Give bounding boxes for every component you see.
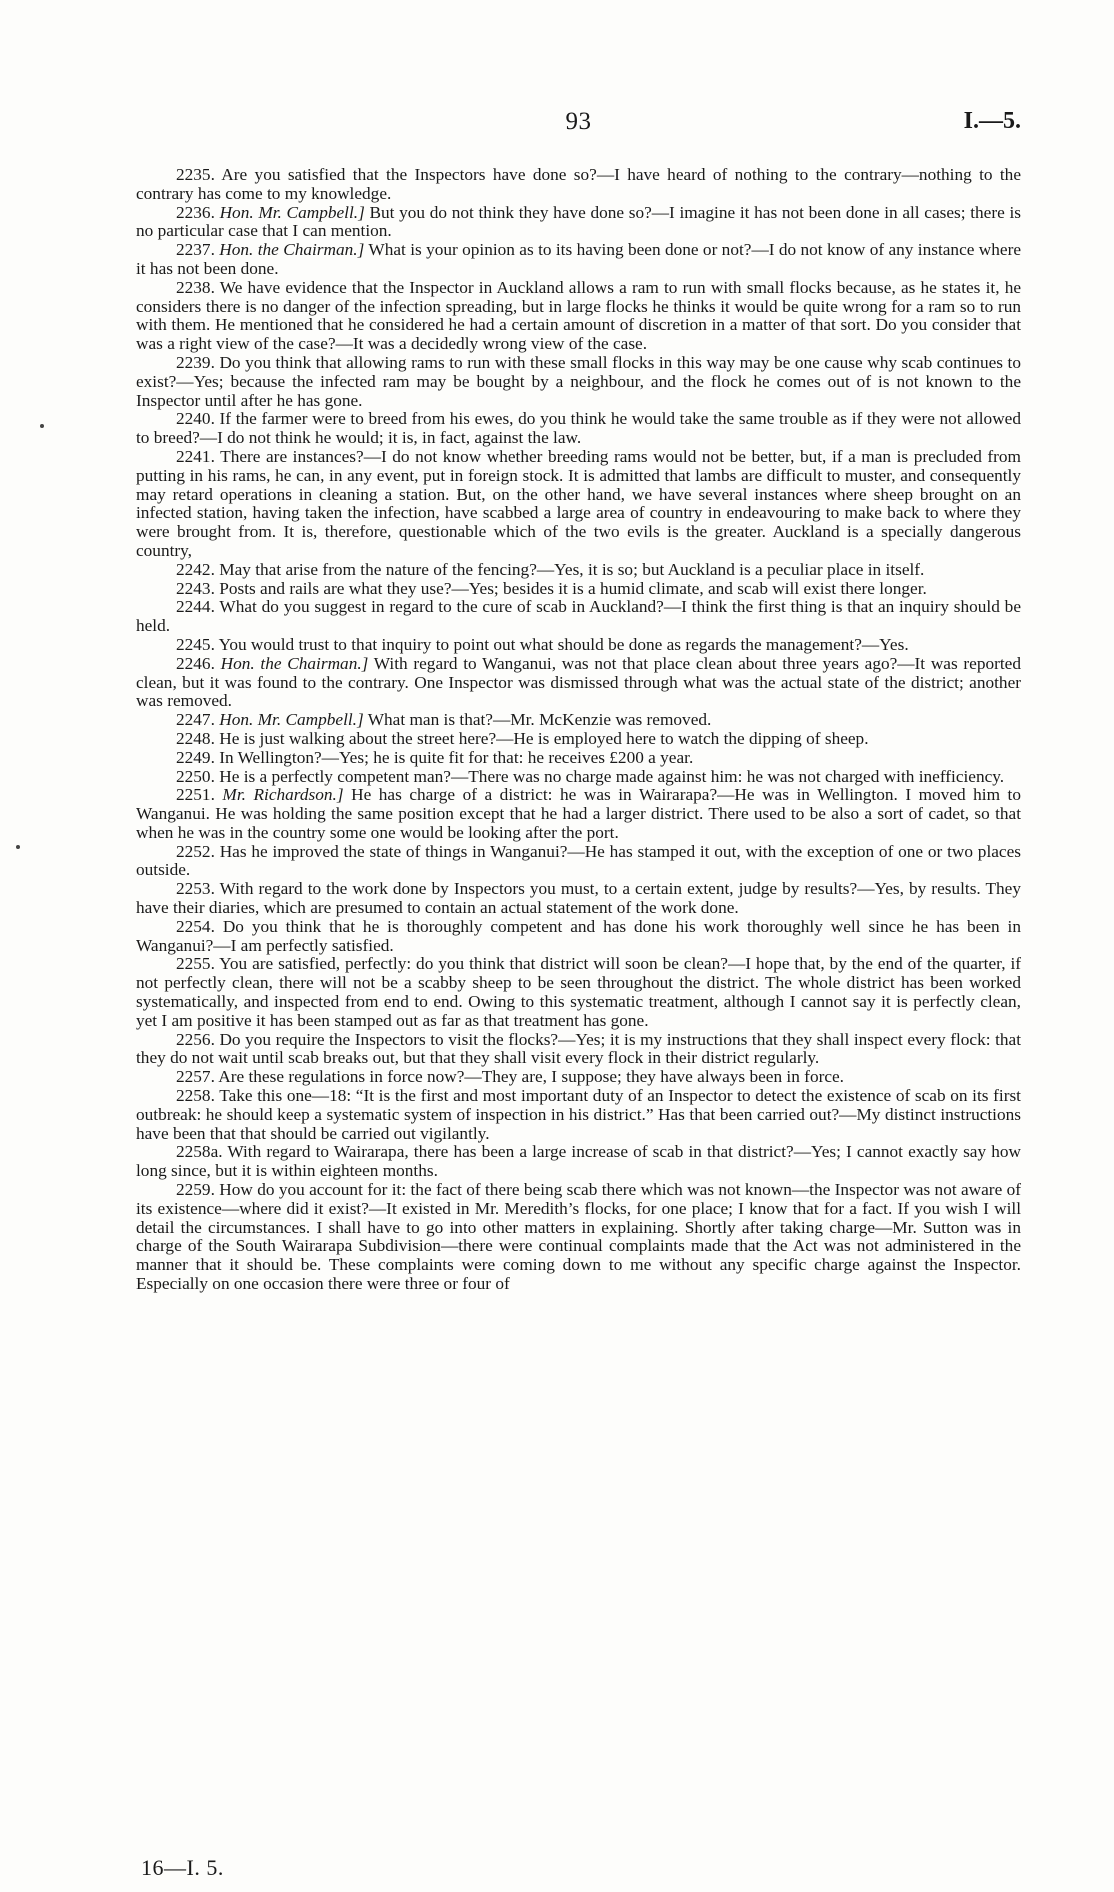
question-number: 2240. [176, 409, 215, 429]
question-number: 2248. [176, 728, 215, 748]
question-number: 2252. [176, 841, 215, 861]
question-paragraph [136, 711, 1021, 730]
question-paragraph [136, 880, 1021, 918]
question-answer-text: He has charge of a district: he was in Wairarapa?—He was in Wellington. I moved him to Wanganui. He was holding the same position except that he had a larger district. There used to be also a sort of cadet, so that when he was in the country some one would be looking after the port. [136, 785, 1021, 842]
speaker-label: Mr. Richardson.] [222, 785, 344, 805]
question-paragraph [136, 448, 1021, 561]
question-answer-text: Do you require the Inspectors to visit the flocks?—Yes; it is my instructions that they shall inspect every flock: that they do not wait until scab breaks out, but that they shall visit every flock in their district regularly. [136, 1029, 1021, 1068]
question-answer-text: Posts and rails are what they use?—Yes; besides it is a humid climate, and scab will exist there longer. [219, 578, 927, 598]
question-answer-text: There are instances?—I do not know whether breeding rams would not be better, but, if a man is precluded from putting in his rams, he can, in any event, put in foreign stock. It is admitted that lambs are difficult to muster, and consequently may retard operations in cleaning a station. But, on the other hand, we have several instances where sheep brought on an infected station, having taken the infection, have scabbed a large area of country in endeavouring to make back to where they were brought from. It is, therefore, questionable which of the two evils is the greater. Auckland is a specially dangerous country, [136, 446, 1021, 560]
question-number: 2238. [176, 277, 215, 297]
question-paragraph [136, 1181, 1021, 1294]
question-paragraph [136, 1143, 1021, 1181]
question-number: 2251. [176, 785, 215, 805]
question-number: 2256. [176, 1029, 215, 1049]
question-answer-text: He is a perfectly competent man?—There was no charge made against him: he was not charged with inefficiency. [219, 766, 1005, 786]
question-answer-text: With regard to Wanganui, was not that place clean about three years ago?—It was reported clean, but it was found to the contrary. One Inspector was dismissed through what was the actual state of the district; another was removed. [136, 653, 1021, 711]
question-paragraph [136, 354, 1021, 410]
question-number: 2258a. [176, 1142, 223, 1162]
question-paragraph [136, 636, 1021, 655]
question-paragraph [136, 1031, 1021, 1069]
question-answer-text: May that arise from the nature of the fencing?—Yes, it is so; but Auckland is a peculiar place in itself. [219, 559, 925, 579]
question-answer-text: How do you account for it: the fact of there being scab there which was not known—the Inspector was not aware of its existence—where did it exist?—It existed in Mr. Meredith’s flocks, for one place; I know that for a fact. If you wish I will detail the circumstances. I shall have to go into other matters in explaining. Shortly after taking charge—Mr. Sutton was in charge of the South Wairarapa Subdivision—there were continual complaints made that the Act was not administered in the manner that it should be. These complaints were coming down to me without any specific charge against the Inspector. Especially on one occasion there were three or four of [136, 1180, 1021, 1294]
question-paragraph [136, 204, 1021, 242]
question-number: 2243. [176, 578, 215, 598]
question-answer-text: Do you think that he is thoroughly competent and has done his work thoroughly well since he has been in Wanganui?—I am perfectly satisfied. [136, 916, 1022, 955]
question-paragraph [136, 580, 1021, 599]
question-paragraph [136, 749, 1021, 768]
question-number: 2242. [176, 559, 215, 579]
question-paragraph [136, 279, 1021, 354]
question-answer-text: Has he improved the state of things in Wanganui?—He has stamped it out, with the exception of one or two places outside. [136, 841, 1021, 880]
question-number: 2257. [176, 1067, 215, 1087]
question-number: 2245. [176, 634, 215, 654]
question-answer-text: Take this one—18: “It is the first and most important duty of an Inspector to detect the existence of scab on its first outbreak: he should keep a systematic system of inspection in his district.” Has that been carried out?—My distinct instructions have been that that should be carried out vigilantly. [136, 1086, 1021, 1143]
margin-mark [40, 424, 44, 428]
question-number: 2241. [176, 446, 215, 466]
question-number: 2239. [176, 352, 215, 372]
paper-reference: I.—5. [963, 108, 1021, 134]
question-answer-text: With regard to the work done by Inspectors you must, to a certain extent, judge by results?—Yes, by results. They have their diaries, which are presumed to contain an actual statement of the work done. [136, 879, 1021, 918]
question-answer-text: What do you suggest in regard to the cure of scab in Auckland?—I think the first thing is that an inquiry should be held. [136, 597, 1021, 636]
question-number: 2254. [176, 916, 215, 936]
printer-signature: 16—I. 5. [141, 1855, 224, 1880]
question-number: 2235. [176, 165, 215, 184]
question-number: 2236. [176, 202, 215, 222]
question-answer-text: We have evidence that the Inspector in Auckland allows a ram to run with small flocks because, as he states it, he considers there is no danger of the infection spreading, but in large flocks he thinks it would be quite wrong for a ram so to run with them. He mentioned that he considered he had a certain amount of discretion in a matter of that sort. Do you consider that was a right view of the case?—It was a decidedly wrong view of the case. [136, 277, 1021, 354]
speaker-label: Hon. the Chairman.] [219, 240, 365, 260]
question-paragraph [136, 655, 1021, 711]
question-paragraph [136, 1068, 1021, 1087]
question-number: 2244. [176, 597, 215, 617]
question-number: 2259. [176, 1180, 215, 1200]
question-paragraph [136, 410, 1021, 448]
question-paragraph [136, 166, 1021, 204]
question-answer-text: In Wellington?—Yes; he is quite fit for that: he receives £200 a year. [219, 747, 694, 767]
question-paragraph [136, 241, 1021, 279]
question-number: 2237. [176, 240, 215, 260]
question-paragraph [136, 561, 1021, 580]
question-paragraph [136, 786, 1021, 842]
question-answer-text: You are satisfied, perfectly: do you think that district will soon be clean?—I hope that, by the end of the quarter, if not perfectly clean, there will not be a scabby sheep to be seen throughout the district. The whole district has been worked systematically, and inspected from end to end. Owing to this systematic treatment, although I cannot say it is perfectly clean, yet I am positive it has been stamped out as far as that treatment has gone. [136, 954, 1021, 1030]
question-paragraph [136, 955, 1021, 1030]
question-answer-text: If the farmer were to breed from his ewes, do you think he would take the same trouble as if they were not allowed to breed?—I do not think he would; it is, in fact, against the law. [136, 409, 1021, 448]
question-answer-text: With regard to Wairarapa, there has been a large increase of scab in that district?—Yes; I cannot exactly say how long since, but it is within eighteen months. [136, 1142, 1021, 1181]
question-answer-text: Do you think that allowing rams to run with these small flocks in this way may be one cause why scab continues to exist?—Yes; because the infected ram may be bought by a neighbour, and the flock he comes out of is not known to the Inspector until after he has gone. [136, 352, 1021, 410]
question-number: 2249. [176, 747, 215, 767]
question-number: 2250. [176, 766, 215, 786]
question-number: 2253. [176, 879, 215, 899]
question-number: 2258. [176, 1086, 215, 1106]
question-paragraph [136, 843, 1021, 881]
question-paragraph [136, 918, 1021, 956]
margin-mark [16, 845, 20, 849]
question-paragraph [136, 598, 1021, 636]
question-number: 2247. [176, 710, 215, 730]
speaker-label: Hon. the Chairman.] [220, 653, 369, 673]
question-paragraph [136, 1087, 1021, 1143]
speaker-label: Hon. Mr. Campbell.] [219, 710, 364, 730]
question-paragraph [136, 730, 1021, 749]
question-answer-text: He is just walking about the street here?—He is employed here to watch the dipping of sheep. [219, 728, 869, 748]
question-answer-text: What man is that?—Mr. McKenzie was removed. [367, 710, 712, 730]
question-number: 2246. [176, 653, 215, 673]
page-header [136, 108, 1021, 148]
question-paragraph [136, 768, 1021, 787]
minutes-of-evidence [136, 166, 1021, 1294]
page-number: 93 [565, 108, 592, 135]
question-answer-text: But you do not think they have done so?—I imagine it has not been done in all cases; there is no particular case that I can mention. [136, 202, 1021, 241]
question-number: 2255. [176, 954, 215, 974]
question-answer-text: What is your opinion as to its having been done or not?—I do not know of any instance where it has not been done. [136, 240, 1021, 278]
question-answer-text: Are you satisfied that the Inspectors have done so?—I have heard of nothing to the contrary—nothing to the contrary has come to my knowledge. [136, 165, 1021, 203]
speaker-label: Hon. Mr. Campbell.] [219, 202, 365, 222]
question-answer-text: You would trust to that inquiry to point out what should be done as regards the management?—Yes. [218, 634, 909, 654]
question-answer-text: Are these regulations in force now?—They are, I suppose; they have always been in force. [218, 1067, 844, 1087]
